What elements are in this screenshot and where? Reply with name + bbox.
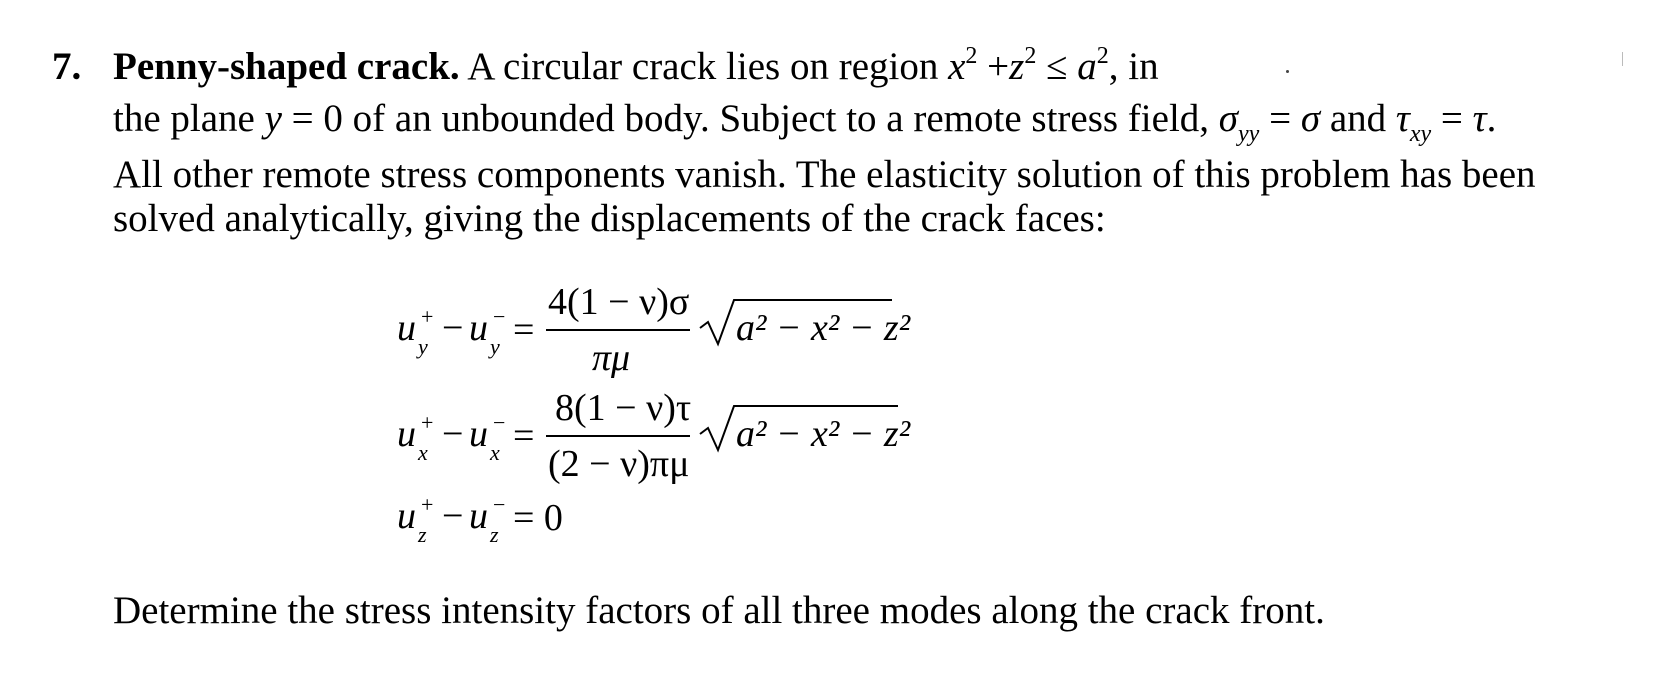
- svg-text:+: +: [421, 410, 434, 435]
- svg-text:y: y: [490, 334, 500, 359]
- sigma-yy: $\sigma_{yy}$: [1218, 97, 1260, 147]
- svg-text:=: =: [513, 309, 535, 351]
- svg-text:x: x: [418, 440, 428, 465]
- equation-uy: [397, 281, 911, 379]
- svg-text:8(1 − ν)τ: 8(1 − ν)τ: [555, 387, 692, 429]
- svg-text:y: y: [418, 334, 428, 359]
- svg-text:−: −: [442, 413, 464, 455]
- svg-text:u: u: [469, 413, 488, 455]
- problem-line-2: the plane y = 0 of an unbounded body. Subject to a remote stress field, $\sigma_{yy} = \sigma$ and $\tau_{xy} = \tau$.: [113, 97, 1497, 147]
- region-inequality: $x^2 +z^2 \le a^2$: [948, 43, 1109, 88]
- svg-text:a² − x² − z²: a² − x² − z²: [736, 307, 911, 349]
- question-text: Determine the stress intensity factors of all three modes along the crack front.: [113, 589, 1325, 632]
- problem-line-3: All other remote stress components vanish. The elasticity solution of this problem has been: [113, 153, 1536, 196]
- edge-mark: [1622, 52, 1623, 66]
- svg-text:u: u: [469, 307, 488, 349]
- svg-text:u: u: [397, 307, 416, 349]
- svg-text:(2 − ν)πμ: (2 − ν)πμ: [548, 443, 690, 485]
- svg-text:−: −: [493, 492, 506, 517]
- svg-text:u: u: [397, 413, 416, 455]
- svg-text:a² − x² − z²: a² − x² − z²: [736, 413, 911, 455]
- svg-text:=: =: [513, 415, 535, 457]
- problem-line-1: Penny-shaped crack. A circular crack lies on region $x^2 +z^2 \le a^2$, in: [113, 43, 1159, 88]
- svg-text:+: +: [421, 492, 434, 517]
- svg-text:πμ: πμ: [592, 337, 631, 379]
- svg-text:−: −: [493, 304, 506, 329]
- stray-dot: [1286, 70, 1289, 73]
- tau-xy: $\tau_{xy}$: [1395, 97, 1432, 147]
- svg-text:−: −: [442, 307, 464, 349]
- svg-text:= 0: = 0: [513, 497, 563, 539]
- problem-title: Penny-shaped crack.: [113, 45, 460, 88]
- svg-text:−: −: [493, 410, 506, 435]
- problem-line-4: solved analytically, giving the displacements of the crack faces:: [113, 197, 1106, 240]
- svg-text:−: −: [442, 495, 464, 537]
- svg-text:u: u: [469, 495, 488, 537]
- problem-number: 7.: [52, 45, 82, 88]
- svg-text:x: x: [490, 440, 500, 465]
- svg-text:z: z: [418, 522, 427, 547]
- equation-ux: [397, 387, 911, 485]
- equation-uz: [397, 492, 563, 547]
- svg-text:u: u: [397, 495, 416, 537]
- intro-text: A circular crack lies on region: [467, 45, 939, 88]
- svg-text:+: +: [421, 304, 434, 329]
- svg-text:4(1 − ν)σ: 4(1 − ν)σ: [548, 281, 690, 323]
- svg-text:z: z: [490, 522, 499, 547]
